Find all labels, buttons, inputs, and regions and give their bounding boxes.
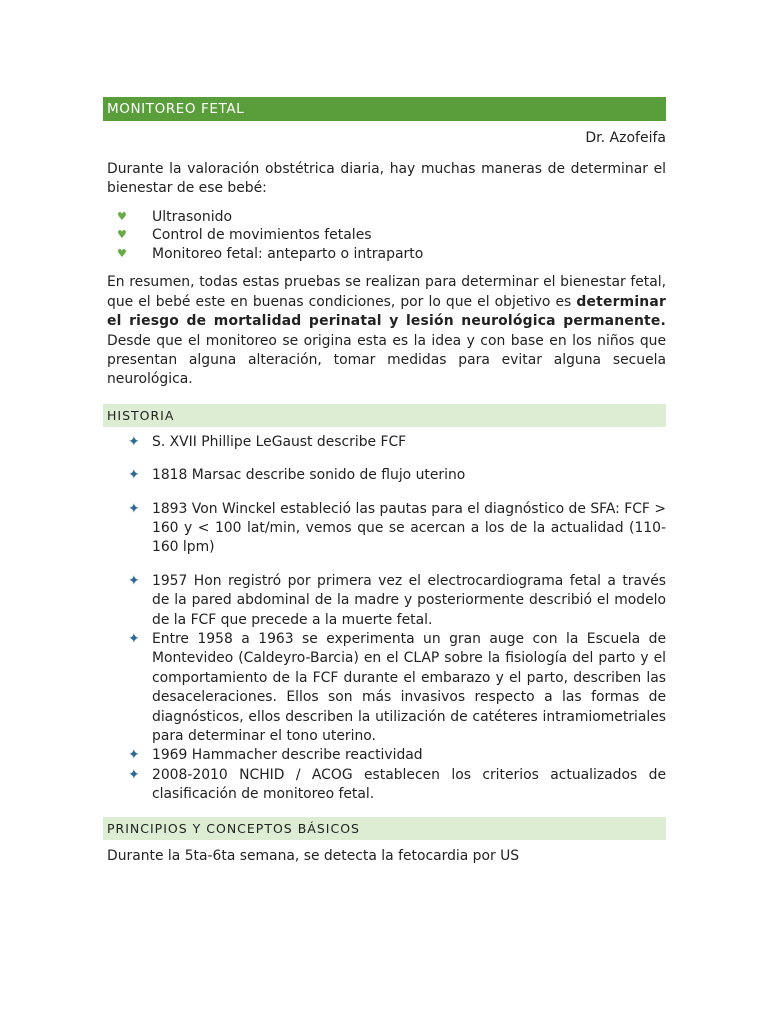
heart-icon: ♥ xyxy=(117,246,127,260)
four-point-star-icon: ✦ xyxy=(128,500,140,517)
list-item: ✦ S. XVII Phillipe LeGaust describe FCF xyxy=(103,433,666,452)
list-item: ✦ 1969 Hammacher describe reactividad xyxy=(103,746,666,765)
summary-emphasis: determinar el riesgo de mortalidad perinatal y lesión neurológica permanente. xyxy=(107,293,666,330)
four-point-star-icon: ✦ xyxy=(128,631,140,647)
history-list xyxy=(103,433,666,805)
document-title: MONITOREO FETAL xyxy=(103,97,666,121)
list-item: ✦ 2008-2010 NCHID / ACOG establecen los criterios actualizados de clasificación de monitoreo fetal. xyxy=(128,766,666,803)
summary-paragraph: En resumen, todas estas pruebas se realizan para determinar el bienestar fetal, que el bebé este en buenas condiciones, por lo que el objetivo es determinar el riesgo de mortalidad perinatal y lesión neurológica permanente. Desde que el monitoreo se origina esta es la idea y con base en los niños que presentan alguna alteración, tomar medidas para evitar alguna secuela neurológica. xyxy=(107,274,666,388)
four-point-star-icon: ✦ xyxy=(128,467,140,484)
methods-list xyxy=(103,208,666,264)
four-point-star-icon: ✦ xyxy=(128,766,140,783)
intro-paragraph: Durante la valoración obstétrica diaria, hay muchas maneras de determinar el bienestar de ese bebé: xyxy=(107,161,666,197)
heart-icon: ♥ xyxy=(117,209,127,223)
four-point-star-icon: ✦ xyxy=(128,747,140,764)
four-point-star-icon: ✦ xyxy=(128,433,140,450)
list-item: ✦ Entre 1958 a 1963 se experimenta un gran auge con la Escuela de Montevideo (Caldeyro-Barcia) en el CLAP sobre la fisiología del parto y el comportamiento de la FCF durante el embarazo y el parto, describen las desaceleraciones. Ellos son más invasivos respecto a las formas de diagnósticos, ellos describen la utilización de catéteres intramiometriales para determinar el tono uterino. xyxy=(128,631,666,745)
section-heading-historia: HISTORIA xyxy=(103,404,666,427)
author-name: Dr. Azofeifa xyxy=(585,130,666,146)
list-item: ♥ Control de movimientos fetales xyxy=(117,227,372,244)
principios-paragraph: Durante la 5ta-6ta semana, se detecta la fetocardia por US xyxy=(107,847,520,864)
list-item: ✦ 1957 Hon registró por primera vez el electrocardiograma fetal a través de la pared abdominal de la madre y posteriormente describió el modelo de la FCF que precede a la muerte fetal. xyxy=(128,572,666,628)
heart-icon: ♥ xyxy=(117,228,127,242)
document-page xyxy=(103,97,666,866)
list-item: ♥ Monitoreo fetal: anteparto o intraparto xyxy=(117,245,424,262)
list-item: ✦ 1893 Von Winckel estableció las pautas para el diagnóstico de SFA: FCF > 160 y < 100 lat/min, vemos que se acercan a los de la actualidad (110-160 lpm) xyxy=(128,500,666,556)
four-point-star-icon: ✦ xyxy=(128,572,140,589)
list-item: ♥ Ultrasonido xyxy=(117,208,233,225)
list-item: ✦ 1818 Marsac describe sonido de flujo uterino xyxy=(103,466,666,485)
section-heading-principios: PRINCIPIOS Y CONCEPTOS BÁSICOS xyxy=(103,817,666,840)
